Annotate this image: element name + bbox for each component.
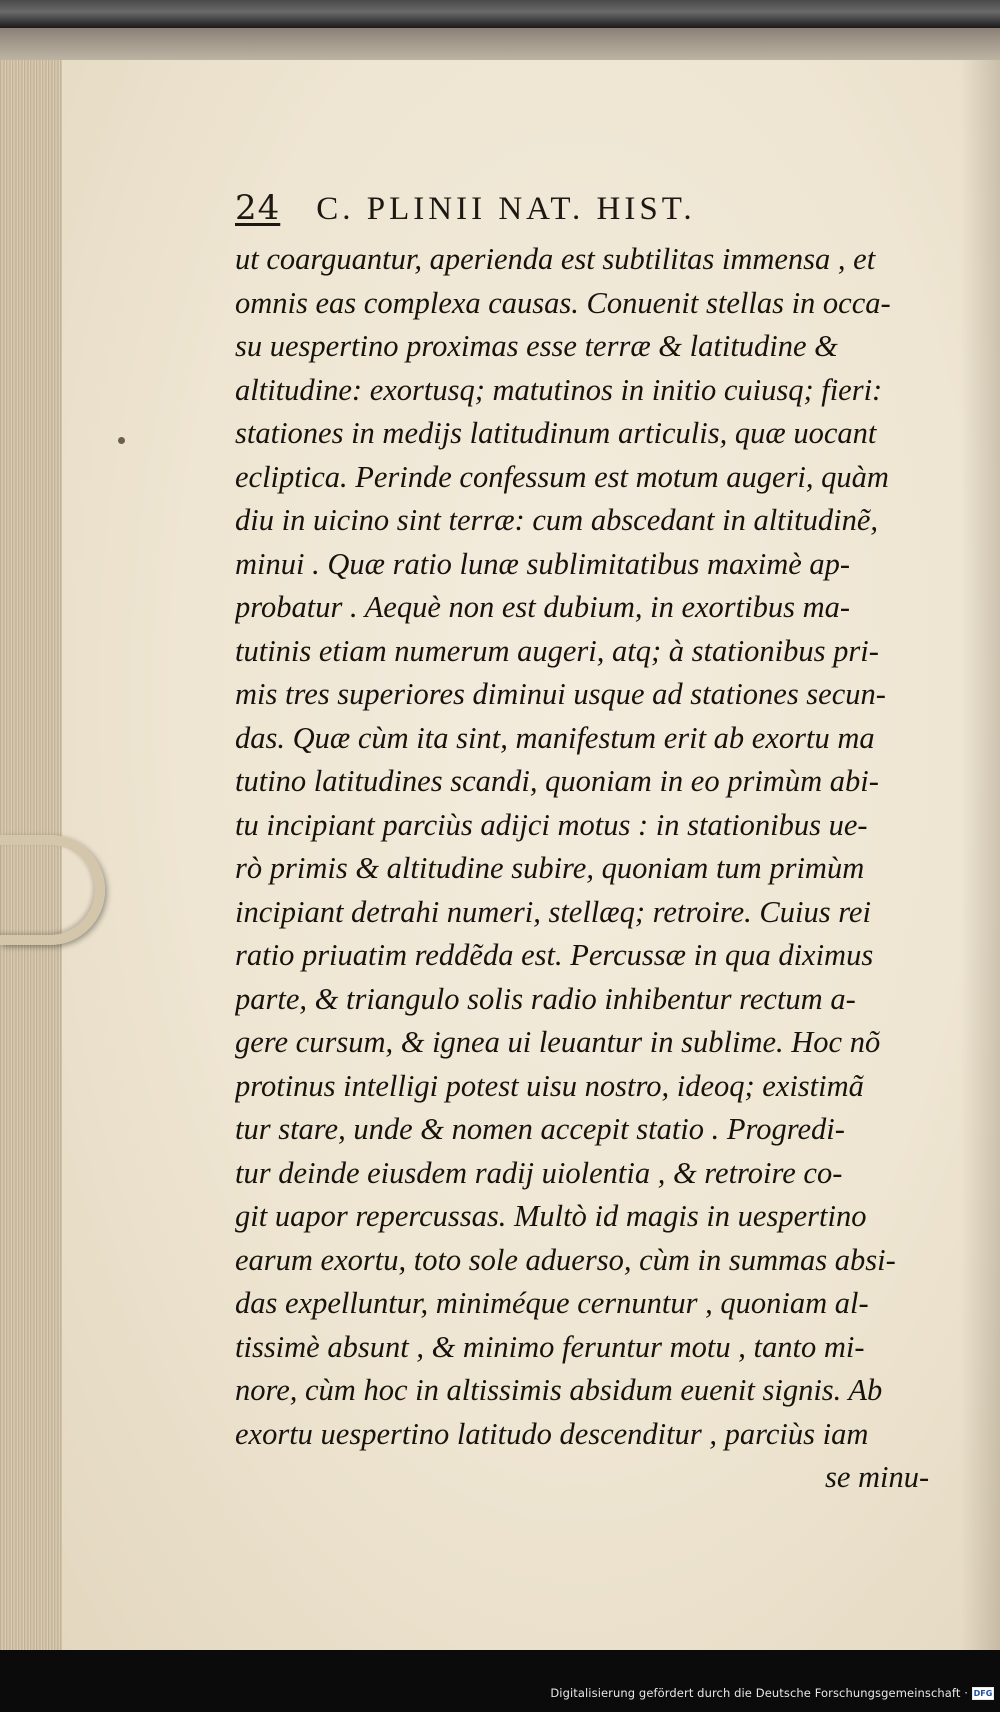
text-line: tur stare, unde & nomen accepit statio . Progredi- xyxy=(235,1112,845,1146)
text-line: ut coarguantur, aperienda est subtilitas immensa , et xyxy=(235,242,876,276)
text-line: su uespertino proximas esse terræ & latitudine & xyxy=(235,329,838,363)
text-line: incipiant detrahi numeri, stellæq; retroire. Cuius rei xyxy=(235,894,871,929)
text-line: stationes in medijs latitudinum articulis, quæ uocant xyxy=(235,416,877,450)
text-line: tur deinde eiusdem radij uiolentia , & retroire co- xyxy=(235,1155,843,1190)
page-number: 24 xyxy=(235,188,281,228)
text-line: omnis eas complexa causas. Conuenit stellas in occa- xyxy=(235,285,891,320)
text-line: ecliptica. Perinde confessum est motum augeri, quàm xyxy=(235,459,889,494)
text-line: gere cursum, & ignea ui leuantur in sublime. Hoc nõ xyxy=(235,1025,881,1059)
text-line: probatur . Aequè non est dubium, in exortibus ma- xyxy=(235,590,851,624)
catchword: se minu- xyxy=(825,1460,930,1494)
text-line: ratio priuatim reddẽda est. Percussæ in qua diximus xyxy=(235,938,874,972)
credit-text: Digitalisierung gefördert durch die Deutsche Forschungsgemeinschaft · xyxy=(550,1686,968,1700)
scan-bottom-margin xyxy=(0,1650,1000,1712)
text-line: diu in uicino sint terræ: cum abscedant in altitudinẽ, xyxy=(235,503,878,537)
text-line: nore, cùm hoc in altissimis absidum euenit signis. Ab xyxy=(235,1373,883,1407)
margin-ink-spot xyxy=(118,437,125,444)
text-line: das. Quæ cùm ita sint, manifestum erit ab exortu ma xyxy=(235,720,875,755)
text-line: parte, & triangulo solis radio inhibentur rectum a- xyxy=(235,981,856,1016)
text-line: tu incipiant parciùs adijci motus : in stationibus ue- xyxy=(235,807,868,842)
running-title: C. PLINII NAT. HIST. xyxy=(316,191,696,227)
text-line: mis tres superiores diminui usque ad stationes secun- xyxy=(235,677,886,711)
digitization-credit xyxy=(550,1686,994,1700)
text-line: earum exortu, toto sole aduerso, cùm in summas absi- xyxy=(235,1242,896,1277)
running-head xyxy=(235,188,935,232)
text-line: minui . Quæ ratio lunæ sublimitatibus maximè ap- xyxy=(235,546,851,581)
body-text xyxy=(235,238,945,1500)
text-line: tutinis etiam numerum augeri, atq; à stationibus pri- xyxy=(235,633,879,668)
text-line: tutino latitudines scandi, quoniam in eo primùm abi- xyxy=(235,764,879,798)
text-line: exortu uespertino latitudo descenditur , parciùs iam xyxy=(235,1416,869,1451)
text-line: das expelluntur, miniméque cernuntur , quoniam al- xyxy=(235,1286,869,1320)
clasp-strap xyxy=(0,835,105,945)
text-line: rò primis & altitudine subire, quoniam tum primùm xyxy=(235,851,865,885)
text-line: altitudine: exortusq; matutinos in initio cuiusq; fieri: xyxy=(235,372,883,407)
text-line: protinus intelligi potest uisu nostro, ideoq; existimã xyxy=(235,1068,864,1103)
gutter-shadow xyxy=(960,60,1000,1650)
text-line: tissimè absunt , & minimo feruntur motu , tanto mi- xyxy=(235,1329,865,1364)
dfg-logo: DFG xyxy=(973,1688,993,1698)
text-line: git uapor repercussas. Multò id magis in uespertino xyxy=(235,1199,867,1233)
